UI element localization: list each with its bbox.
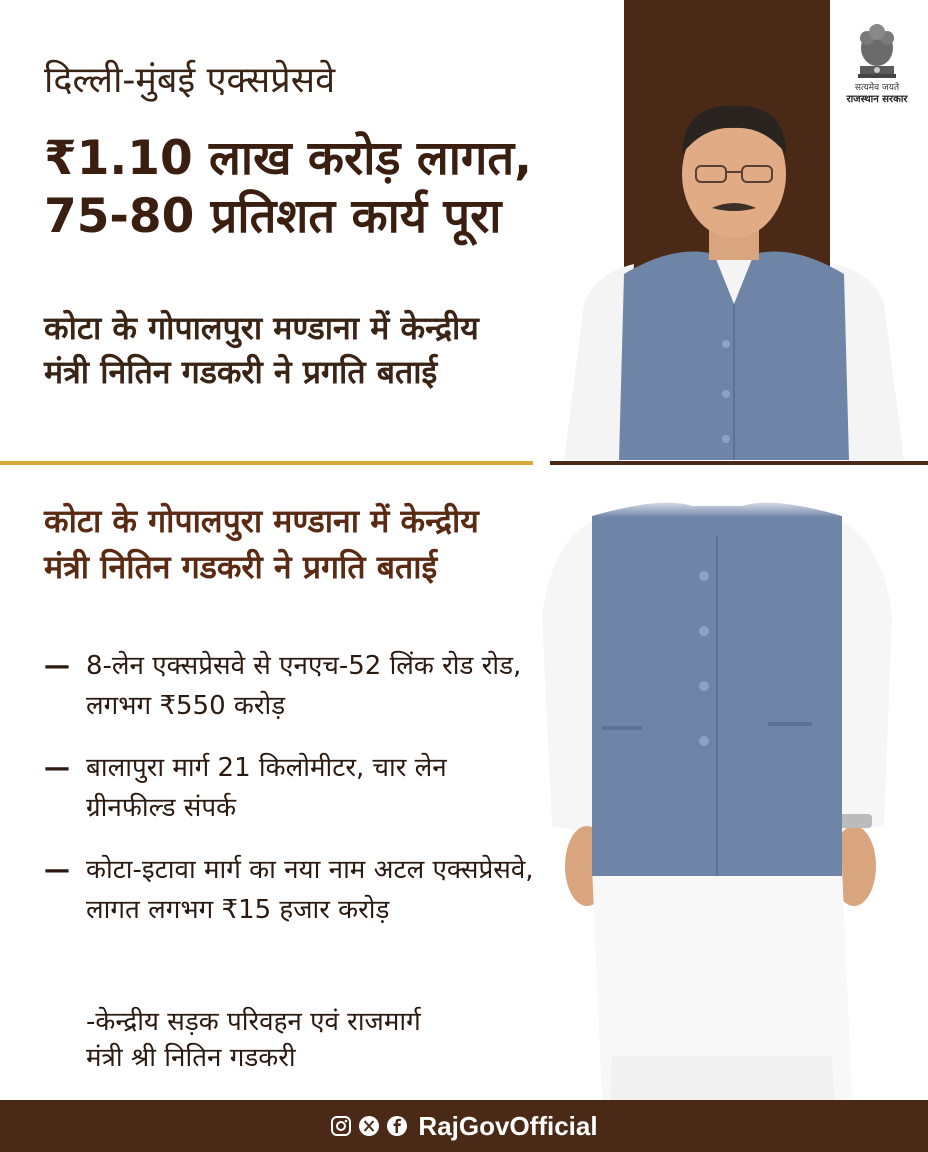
quote-attribution (86, 1004, 546, 1076)
footer-bar (0, 1100, 928, 1152)
ashoka-emblem-icon (854, 18, 900, 80)
list-item (44, 748, 544, 828)
attribution-line1: -केन्द्रीय सड़क परिवहन एवं राजमार्ग (86, 1007, 421, 1037)
state-emblem (836, 18, 918, 106)
list-item (44, 646, 544, 726)
emblem-motto: सत्यमेव जयते (854, 83, 900, 93)
gold-divider (0, 461, 533, 465)
minister-portrait-full (532, 496, 902, 1100)
attribution-line2: मंत्री श्री नितिन गडकरी (86, 1043, 296, 1073)
headline-cost: ₹1.10 लाख करोड़ लागत, (44, 131, 533, 186)
key-points-list (44, 646, 544, 952)
government-name: राजस्थान सरकार (846, 94, 908, 105)
minister-portrait-top (564, 104, 904, 460)
headline-subtitle-line2: मंत्री नितिन गडकरी ने प्रगति बताई (44, 353, 438, 391)
list-item-text: कोटा-इटावा मार्ग का नया नाम अटल एक्सप्रेसवे, लागत लगभग ₹15 हजार करोड़ (86, 855, 534, 925)
brown-divider (550, 461, 928, 465)
dash-icon: — (44, 651, 70, 681)
headline-subtitle-line1: कोटा के गोपालपुरा मण्डाना में केन्द्रीय (44, 309, 479, 347)
dash-icon: — (44, 855, 70, 885)
dash-icon: — (44, 753, 70, 783)
x-icon[interactable] (358, 1115, 380, 1137)
list-item-text: 8-लेन एक्सप्रेसवे से एनएच-52 लिंक रोड रोड, लगभग ₹550 करोड़ (86, 651, 522, 721)
social-handle[interactable]: RajGovOfficial (418, 1110, 598, 1141)
instagram-icon[interactable] (330, 1115, 352, 1137)
headline-subtitle (44, 306, 584, 394)
section-title-line2: मंत्री नितिन गडकरी ने प्रगति बताई (44, 548, 438, 586)
section-title-line1: कोटा के गोपालपुरा मण्डाना में केन्द्रीय (44, 502, 479, 540)
list-item-text: बालापुरा मार्ग 21 किलोमीटर, चार लेन ग्रीनफील्ड संपर्क (86, 753, 447, 823)
headline-progress: 75-80 प्रतिशत कार्य पूरा (44, 189, 502, 244)
facebook-icon[interactable] (386, 1115, 408, 1137)
headline-main (44, 130, 614, 246)
section-title (44, 498, 564, 590)
list-item (44, 850, 544, 930)
headline-project: दिल्ली-मुंबई एक्सप्रेसवे (44, 60, 336, 101)
